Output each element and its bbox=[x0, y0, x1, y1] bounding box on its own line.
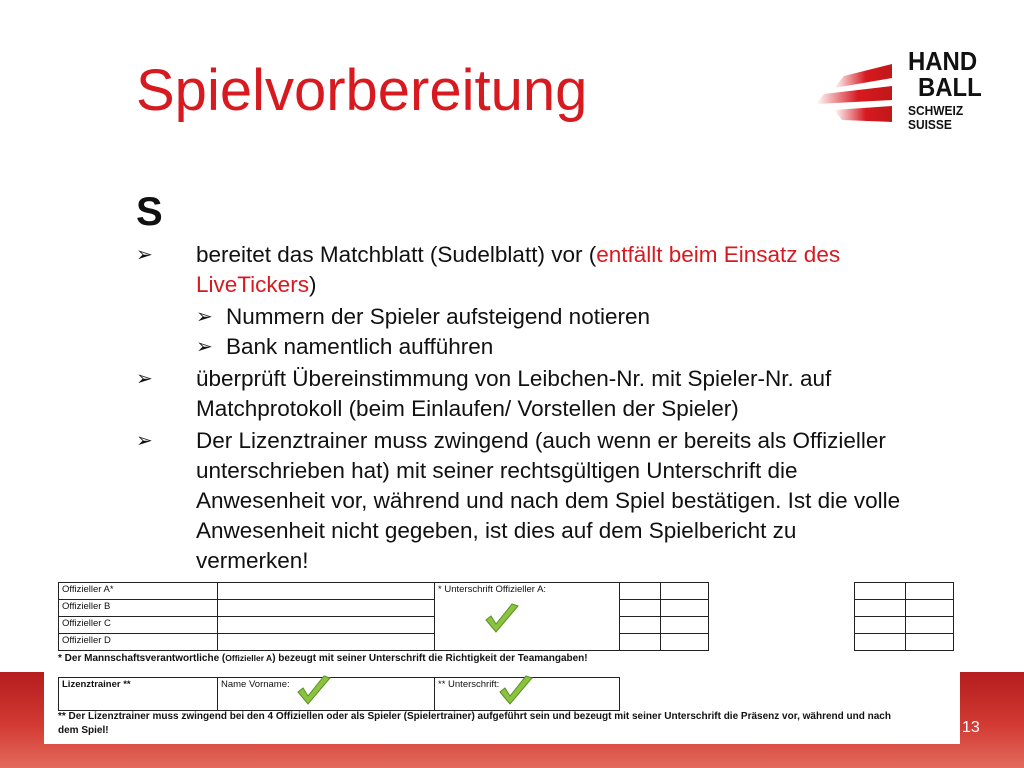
grid-cell bbox=[619, 582, 661, 600]
official-b-name-cell bbox=[217, 599, 435, 617]
official-b-label: Offizieller B bbox=[58, 599, 218, 617]
grid-cell bbox=[905, 616, 954, 634]
sub-bullet-bench: Bank namentlich aufführen bbox=[226, 334, 494, 359]
bullet-lizenztrainer-line3: Anwesenheit vor, während und nach dem Spiel bestätigen. Ist die volle bbox=[196, 488, 901, 513]
grid-cell bbox=[619, 633, 661, 651]
logo-word-schweiz: SCHWEIZ bbox=[908, 103, 964, 118]
lizenztrainer-note-line1: ** Der Lizenztrainer muss zwingend bei den 4 Offiziellen oder als Spieler (Spielertrainer) aufgeführt sein und bezeugt mit seiner Unterschrift die Präsenz vor, während und nach bbox=[58, 711, 891, 722]
official-d-label: Offizieller D bbox=[58, 633, 218, 651]
official-c-name-cell bbox=[217, 616, 435, 634]
bullet-lizenztrainer-line1: Der Lizenztrainer muss zwingend (auch wenn er bereits als Offizieller bbox=[196, 428, 886, 453]
note-part: ) bezeugt mit seiner Unterschrift die Richtigkeit der Teamangaben! bbox=[272, 653, 588, 664]
grid-cell bbox=[660, 633, 709, 651]
logo-word-suisse: SUISSE bbox=[908, 117, 952, 132]
page-number: 13 bbox=[962, 719, 980, 736]
official-c-label: Offizieller C bbox=[58, 616, 218, 634]
bullet-red-text: LiveTickers bbox=[196, 272, 309, 297]
grid-cell bbox=[854, 599, 906, 617]
grid-cell bbox=[905, 599, 954, 617]
logo-word-ball: BALL bbox=[918, 72, 982, 102]
bullet-red-text: entfällt beim Einsatz des bbox=[596, 242, 841, 267]
grid-cell bbox=[854, 582, 906, 600]
grid-cell bbox=[854, 633, 906, 651]
bullet-text: ) bbox=[308, 272, 317, 297]
note-part: * Der Mannschaftsverantwortliche ( bbox=[58, 653, 226, 664]
arrow-bullet-icon: ➢ bbox=[196, 306, 213, 328]
speaker-label: S bbox=[136, 190, 163, 234]
official-d-name-cell bbox=[217, 633, 435, 651]
bullet-text: bereitet das Matchblatt (Sudelblatt) vor ( bbox=[196, 242, 597, 267]
bullet-check-numbers-line1: überprüft Übereinstimmung von Leibchen-Nr. mit Spieler-Nr. auf bbox=[196, 366, 832, 391]
checkmark-icon bbox=[294, 672, 334, 712]
arrow-bullet-icon: ➢ bbox=[196, 336, 213, 358]
official-a-name-cell bbox=[217, 582, 435, 600]
checkmark-icon bbox=[482, 600, 522, 640]
grid-cell bbox=[854, 616, 906, 634]
name-label: Name Vorname: bbox=[221, 679, 290, 690]
arrow-bullet-icon: ➢ bbox=[136, 368, 153, 390]
grid-cell bbox=[660, 599, 709, 617]
grid-cell bbox=[905, 582, 954, 600]
bullet-lizenztrainer-line4: Anwesenheit nicht gegeben, ist dies auf dem Spielbericht zu bbox=[196, 518, 797, 543]
checkmark-icon bbox=[496, 672, 536, 712]
logo-word-hand: HAND bbox=[908, 46, 978, 76]
team-responsibility-note bbox=[58, 653, 588, 664]
handball-schweiz-logo bbox=[814, 38, 1004, 138]
grid-cell bbox=[905, 633, 954, 651]
arrow-bullet-icon: ➢ bbox=[136, 430, 153, 452]
arrow-bullet-icon: ➢ bbox=[136, 244, 153, 266]
bullet-prepare-matchsheet-cont bbox=[196, 270, 316, 300]
official-signature-box bbox=[434, 582, 620, 651]
slide-title: Spielvorbereitung bbox=[136, 58, 588, 123]
bullet-lizenztrainer-line2: unterschrieben hat) mit seiner rechtsgültigen Unterschrift die bbox=[196, 458, 798, 483]
signature-label: ** Unterschrift: bbox=[438, 679, 500, 690]
sub-bullet-numbers: Nummern der Spieler aufsteigend notieren bbox=[226, 304, 650, 329]
note-part: Offizieller A bbox=[225, 653, 273, 663]
bullet-prepare-matchsheet bbox=[196, 240, 840, 270]
lizenztrainer-label: Lizenztrainer ** bbox=[58, 677, 218, 711]
bullet-check-numbers-line2: Matchprotokoll (beim Einlaufen/ Vorstellen der Spieler) bbox=[196, 396, 739, 421]
official-a-label: Offizieller A* bbox=[58, 582, 218, 600]
lizenztrainer-note-line2: dem Spiel! bbox=[58, 725, 109, 736]
bullet-lizenztrainer-line5: vermerken! bbox=[196, 548, 309, 573]
grid-cell bbox=[660, 616, 709, 634]
matchsheet-excerpt bbox=[44, 580, 960, 744]
grid-cell bbox=[660, 582, 709, 600]
official-signature-label: * Unterschrift Offizieller A: bbox=[438, 584, 547, 595]
grid-cell bbox=[619, 616, 661, 634]
grid-cell bbox=[619, 599, 661, 617]
